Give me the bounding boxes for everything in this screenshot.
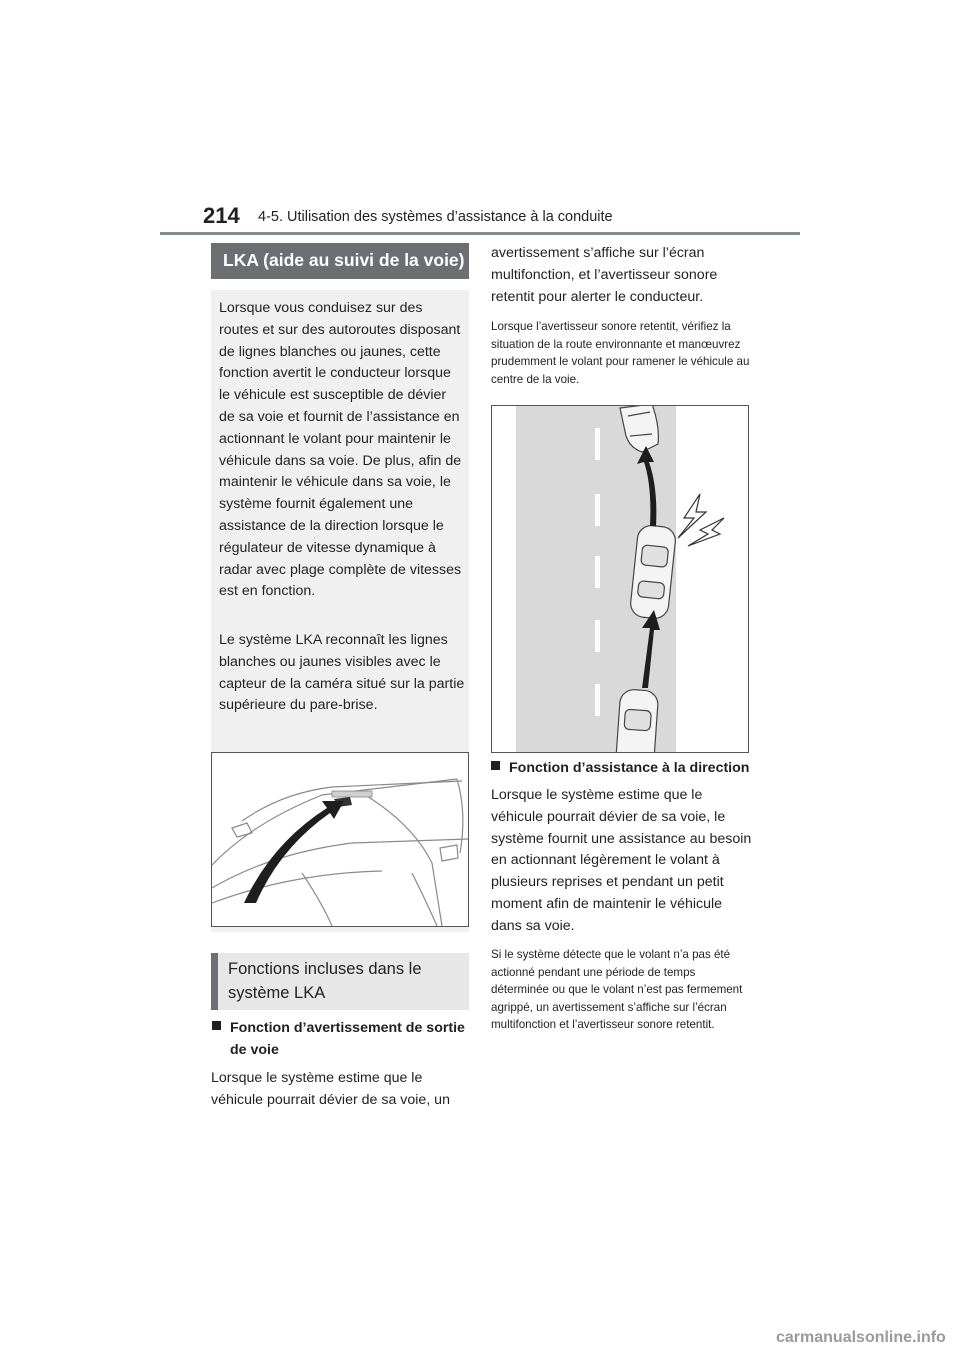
functions-heading-bar xyxy=(211,953,469,1010)
section-title: 4-5. Utilisation des systèmes d’assistance à la conduite xyxy=(258,209,613,225)
warning-lightning-icon xyxy=(678,494,724,546)
lka-heading-bar xyxy=(211,243,469,279)
intro-box xyxy=(211,290,469,932)
intro-paragraph-camera: Le système LKA reconnaît les lignes blanches ou jaunes visibles avec le capteur de la caméra situé sur la partie supérieure du pare-brise. xyxy=(219,632,465,714)
lka-heading-text: LKA (aide au suivi de la voie) xyxy=(223,250,465,270)
windshield-drawing xyxy=(212,753,468,926)
watermark: carmanualsonline.info xyxy=(776,1329,946,1346)
page-number: 214 xyxy=(203,203,240,228)
square-bullet-icon xyxy=(212,1021,221,1030)
road-drawing xyxy=(492,406,748,752)
steering-assist-heading-text: Fonction d’assistance à la direction xyxy=(509,760,750,776)
intro-paragraph: Lorsque vous conduisez sur des routes et sur des autoroutes disposant de lignes blanches ou jaunes, cette fonction avertit le conducteur lorsque le véhicule est susceptible de dévier de sa voie et fournit de l’assistance en actionnant le volant pour maintenir le véhicule dans sa voie. De plus, afin de maintenir le véhicule dans sa voie, le système fournit également une assistance de la direction lorsque le régulateur de vitesse dynamique à radar avec plage complète de vitesses est en fonction. xyxy=(219,300,462,600)
lane-departure-illustration xyxy=(491,405,749,753)
functions-heading-text: Fonctions incluses dans le système LKA xyxy=(228,960,422,1002)
lane-departure-note: Lorsque l’avertisseur sonore retentit, vérifiez la situation de la route environnante et manœuvrez prudemment le volant pour ramener le véhicule au centre de la voie. xyxy=(491,320,750,386)
square-bullet-icon xyxy=(491,761,500,770)
windshield-camera-illustration xyxy=(211,752,469,927)
lane-departure-body-continued: avertissement s’affiche sur l’écran multifonction, et l’avertisseur sonore retentit pour alerter le conducteur. xyxy=(491,245,718,305)
car-bottom-icon xyxy=(615,689,658,752)
lane-departure-heading-line2: de voie xyxy=(230,1041,279,1058)
steering-assist-heading xyxy=(491,758,759,780)
steering-assist-note: Si le système détecte que le volant n’a pas été actionné pendant une période de temps déterminée ou que le volant n’est pas fermement agrippé, un avertissement s’affiche sur l’écran multifonction et l’avertisseur sonore retentit. xyxy=(491,948,743,1032)
lane-departure-heading xyxy=(212,1018,472,1062)
header-rule xyxy=(160,232,800,235)
lane-departure-heading-line1: Fonction d’avertissement de sortie xyxy=(230,1020,465,1036)
steering-assist-body: Lorsque le système estime que le véhicule pourrait dévier de sa voie, le système fournit une assistance au besoin en actionnant légèrement le volant à plusieurs reprises et pendant un petit moment afin de maintenir le véhicule dans sa voie. xyxy=(491,787,752,934)
lane-departure-body-start: Lorsque le système estime que le véhicule pourrait dévier de sa voie, un xyxy=(211,1070,450,1108)
